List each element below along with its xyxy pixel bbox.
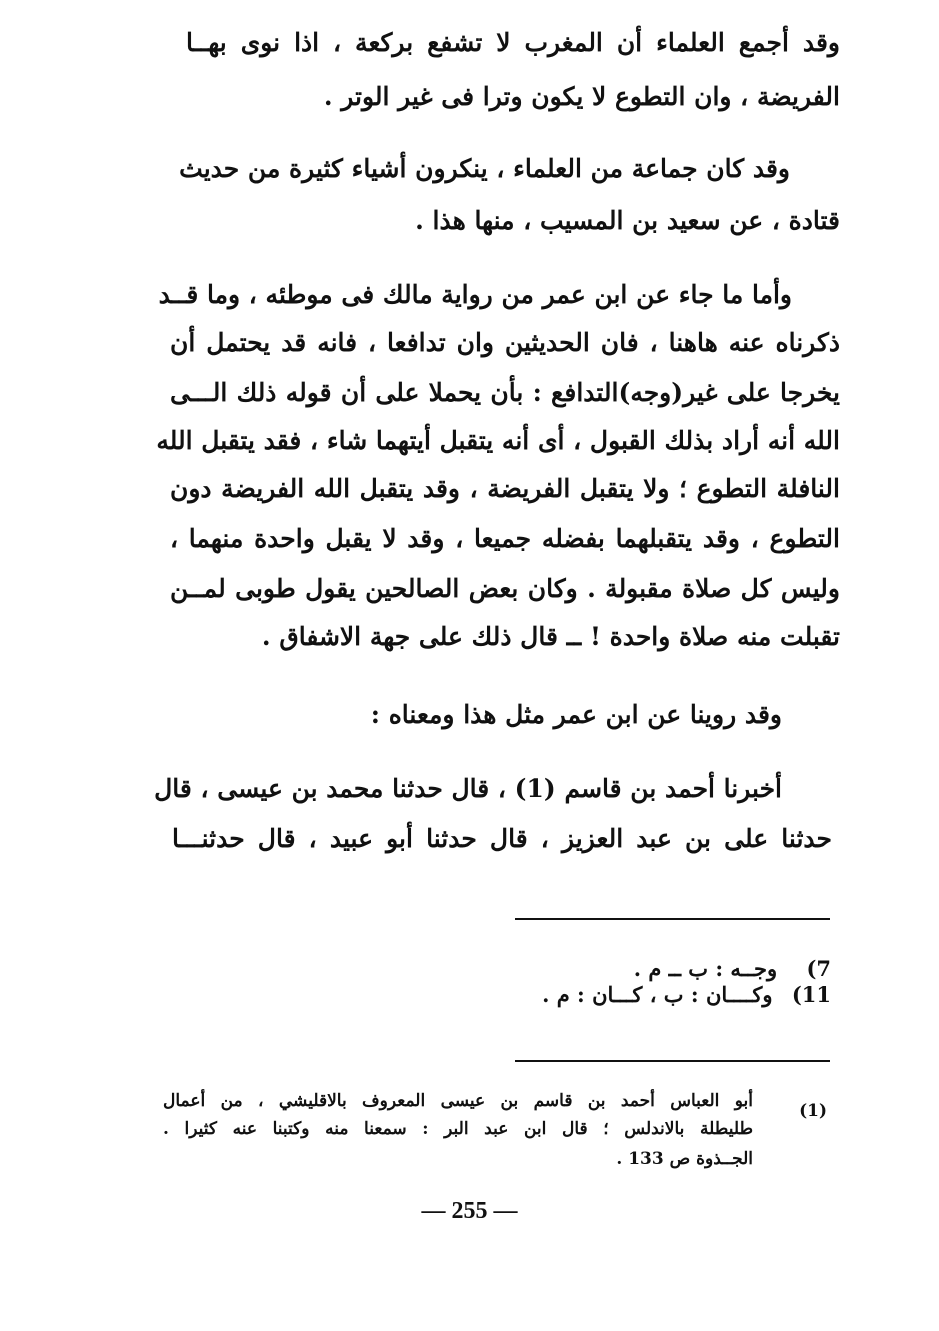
text-line: وليس كل صلاة مقبولة . وكان بعض الصالحين يقول طوبى لمــن (170, 574, 840, 603)
footnote-line: أبو العباس أحمد بن قاسم بن عيسى المعروف بالاقليشي ، من أعمال (163, 1091, 753, 1111)
page-number: — 255 — (421, 1198, 518, 1224)
variant-text: وكــــان : ب ، كـــان : م . (542, 982, 773, 1007)
text-line: وقد كان جماعة من العلماء ، ينكرون أشياء كثيرة من حديث (179, 154, 790, 183)
separator-rule (515, 1060, 830, 1062)
text-line: النافلة التطوع ؛ ولا يتقبل الفريضة ، وقد يتقبل الله الفريضة دون (170, 474, 840, 503)
variant-note (542, 982, 831, 1008)
text-line: وأما ما جاء عن ابن عمر من رواية مالك فى موطئه ، وما قــد (158, 280, 792, 309)
text-line: يخرجا على غير(وجه)التدافع : بأن يحملا على أن قوله ذلك الـــى (170, 378, 840, 407)
footnote-line: طليطلة بالاندلس ؛ قال ابن عبد البر : سمعنا منه وكتبنا عنه كثيرا . (163, 1119, 753, 1139)
text-line: حدثنا على بن عبد العزيز ، قال حدثنا أبو عبيد ، قال حدثنـــا (172, 824, 832, 853)
separator-rule (515, 918, 830, 920)
footnote-line: الجــذوة ص 133 . (616, 1149, 753, 1169)
variant-text: وجــه : ب ــ م . (633, 956, 778, 981)
variant-number: 11) (791, 982, 831, 1007)
variant-note (634, 956, 831, 982)
text-line: التطوع ، وقد يتقبلهما بفضله جميعا ، وقد لا يقبل واحدة منهما ، (170, 524, 840, 553)
text-line: ذكرناه عنه هاهنا ، فان الحديثين وان تدافعا ، فانه قد يحتمل أن (170, 328, 840, 357)
text-line: تقبلت منه صلاة واحدة ! ــ قال ذلك على جهة الاشفاق . (261, 622, 840, 651)
text-line: قتادة ، عن سعيد بن المسيب ، منها هذا . (415, 206, 840, 235)
footnote-number: (1) (799, 1101, 827, 1121)
text-line: الفريضة ، وان التطوع لا يكون وترا فى غير الوتر . (323, 82, 840, 111)
text-line: أخبرنا أحمد بن قاسم (1) ، قال حدثنا محمد بن عيسى ، قال (154, 774, 782, 803)
text-line: وقد روينا عن ابن عمر مثل هذا ومعناه : (370, 700, 782, 729)
variant-number: 7) (806, 956, 831, 981)
text-line: الله أنه أراد بذلك القبول ، أى أنه يتقبل أيتهما شاء ، فقد يتقبل الله (156, 426, 840, 455)
text-line: وقد أجمع العلماء أن المغرب لا تشفع بركعة ، اذا نوى بهــا (186, 28, 840, 57)
